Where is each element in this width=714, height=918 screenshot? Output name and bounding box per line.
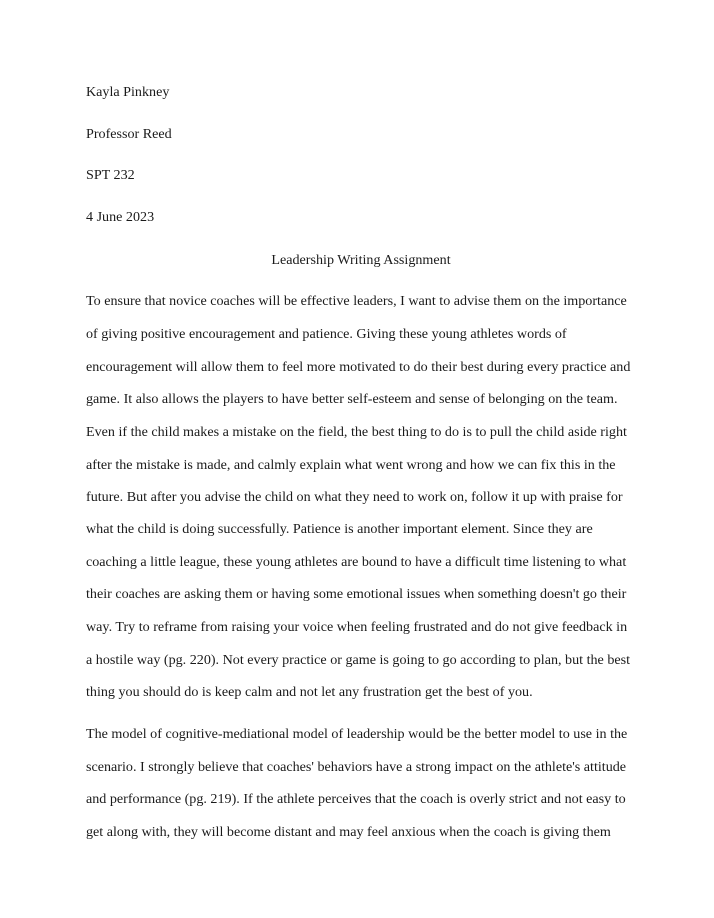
paragraph-line: encouragement will allow them to feel more motivated to do their best during every practice and <box>86 359 631 375</box>
submission-date: 4 June 2023 <box>86 209 155 225</box>
paragraph-line: of giving positive encouragement and patience. Giving these young athletes words of <box>86 326 567 342</box>
student-name: Kayla Pinkney <box>86 84 170 100</box>
paragraph-line: game. It also allows the players to have better self-esteem and sense of belonging on the team. <box>86 391 618 407</box>
paragraph-line: way. Try to reframe from raising your voice when feeling frustrated and do not give feedback in <box>86 619 628 635</box>
paragraph-line: thing you should do is keep calm and not let any frustration get the best of you. <box>86 684 533 700</box>
paragraph-line: and performance (pg. 219). If the athlete perceives that the coach is overly strict and not easy to <box>86 791 626 807</box>
course-code: SPT 232 <box>86 167 135 183</box>
paragraph-line: coaching a little league, these young athletes are bound to have a difficult time listening to what <box>86 554 627 570</box>
paragraph-line: their coaches are asking them or having some emotional issues when something doesn't go their <box>86 586 627 602</box>
paragraph-line: a hostile way (pg. 220). Not every practice or game is going to go according to plan, but the best <box>86 652 631 668</box>
paragraph-line: what the child is doing successfully. Patience is another important element. Since they are <box>86 521 593 537</box>
document-title: Leadership Writing Assignment <box>271 252 451 268</box>
paragraph-line: get along with, they will become distant and may feel anxious when the coach is giving them <box>86 824 611 840</box>
paragraph-line: The model of cognitive-mediational model of leadership would be the better model to use in the <box>86 726 628 742</box>
professor-name: Professor Reed <box>86 126 172 142</box>
paragraph-line: Even if the child makes a mistake on the field, the best thing to do is to pull the child aside right <box>86 424 627 440</box>
paragraph-line: scenario. I strongly believe that coaches' behaviors have a strong impact on the athlete's attitude <box>86 759 627 775</box>
paragraph-line: future. But after you advise the child on what they need to work on, follow it up with praise for <box>86 489 623 505</box>
paragraph-line: after the mistake is made, and calmly explain what went wrong and how we can fix this in the <box>86 457 616 473</box>
paragraph-line: To ensure that novice coaches will be effective leaders, I want to advise them on the importance <box>86 293 627 309</box>
